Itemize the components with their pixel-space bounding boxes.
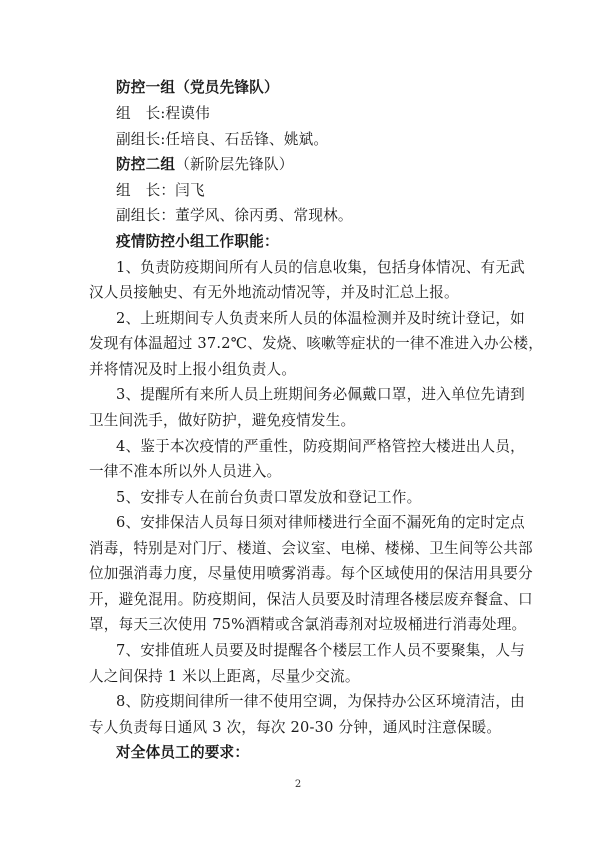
- duty-line: 位加强消毒力度，尽量使用喷雾消毒。每个区域使用的保洁用具要分: [89, 565, 533, 582]
- duty-line: 2、上班期间专人负责来所人员的体温检测并及时统计登记，如: [116, 310, 525, 327]
- group2-deputy: 副组长：董学风、徐丙勇、常现林。: [116, 207, 353, 224]
- duty-line: 7、安排值班人员要及时提醒各个楼层工作人员不要聚集，人与: [116, 642, 525, 659]
- group1-title: [116, 78, 279, 98]
- duty-line: 卫生间洗手，做好防护，避免疫情发生。: [89, 412, 356, 429]
- group2-title-name: 防控二组: [116, 156, 176, 173]
- duty-line: 专人负责每日通风 3 次，每次 20-30 分钟，通风时注意保暖。: [89, 719, 502, 736]
- duty-line: 开，避免混用。防疫期间，保洁人员要及时清理各楼层废弃餐盒、口: [89, 591, 533, 608]
- duty-line: 1、负责防疫期间所有人员的信息收集，包括身体情况、有无武: [116, 259, 525, 276]
- duty-line: 5、安排专人在前台负责口罩发放和登记工作。: [116, 489, 422, 506]
- duty-line: 并将情况及时上报小组负责人。: [89, 361, 297, 378]
- duty-line: 4、鉴于本次疫情的严重性，防疫期间严格管控大楼进出人员，: [116, 438, 525, 455]
- duty-line: 发现有体温超过 37.2℃、发烧、咳嗽等症状的一律不准进入办公楼，: [89, 335, 544, 352]
- duty-line: 一律不准本所以外人员进入。: [89, 463, 282, 480]
- group1-title-name: 防控一组: [116, 79, 176, 96]
- duty-line: 汉人员接触史、有无外地流动情况等，并及时汇总上报。: [89, 284, 459, 301]
- group1-title-subtitle: （党员先锋队）: [175, 79, 279, 96]
- duty-line: 人之间保持 1 米以上距离，尽量少交流。: [89, 668, 360, 685]
- duty-line: 消毒，特别是对门厅、楼道、会议室、电梯、楼梯、卫生间等公共部: [89, 540, 533, 557]
- duties-heading: 疫情防控小组工作职能：: [116, 233, 279, 250]
- duty-line: 3、提醒所有来所人员上班期间务必佩戴口罩，进入单位先请到: [116, 386, 525, 403]
- requirements-heading: 对全体员工的要求：: [116, 744, 250, 761]
- duty-line: 罩，每天三次使用 75%酒精或含氯消毒剂对垃圾桶进行消毒处理。: [89, 616, 527, 633]
- group2-title-subtitle: （新阶层先锋队）: [175, 156, 294, 173]
- duty-line: 6、安排保洁人员每日须对律师楼进行全面不漏死角的定时定点: [116, 514, 525, 531]
- group1-deputy: 副组长:任培良、石岳锋、姚斌。: [116, 131, 329, 148]
- group2-title: [116, 155, 294, 175]
- group1-leader: 组 长:程谟伟: [116, 105, 210, 122]
- duty-line: 8、防疫期间律所一律不使用空调，为保持办公区环境清洁，由: [116, 693, 525, 710]
- group2-leader: 组 长：闫飞: [116, 182, 205, 199]
- page-number: 2: [294, 779, 302, 790]
